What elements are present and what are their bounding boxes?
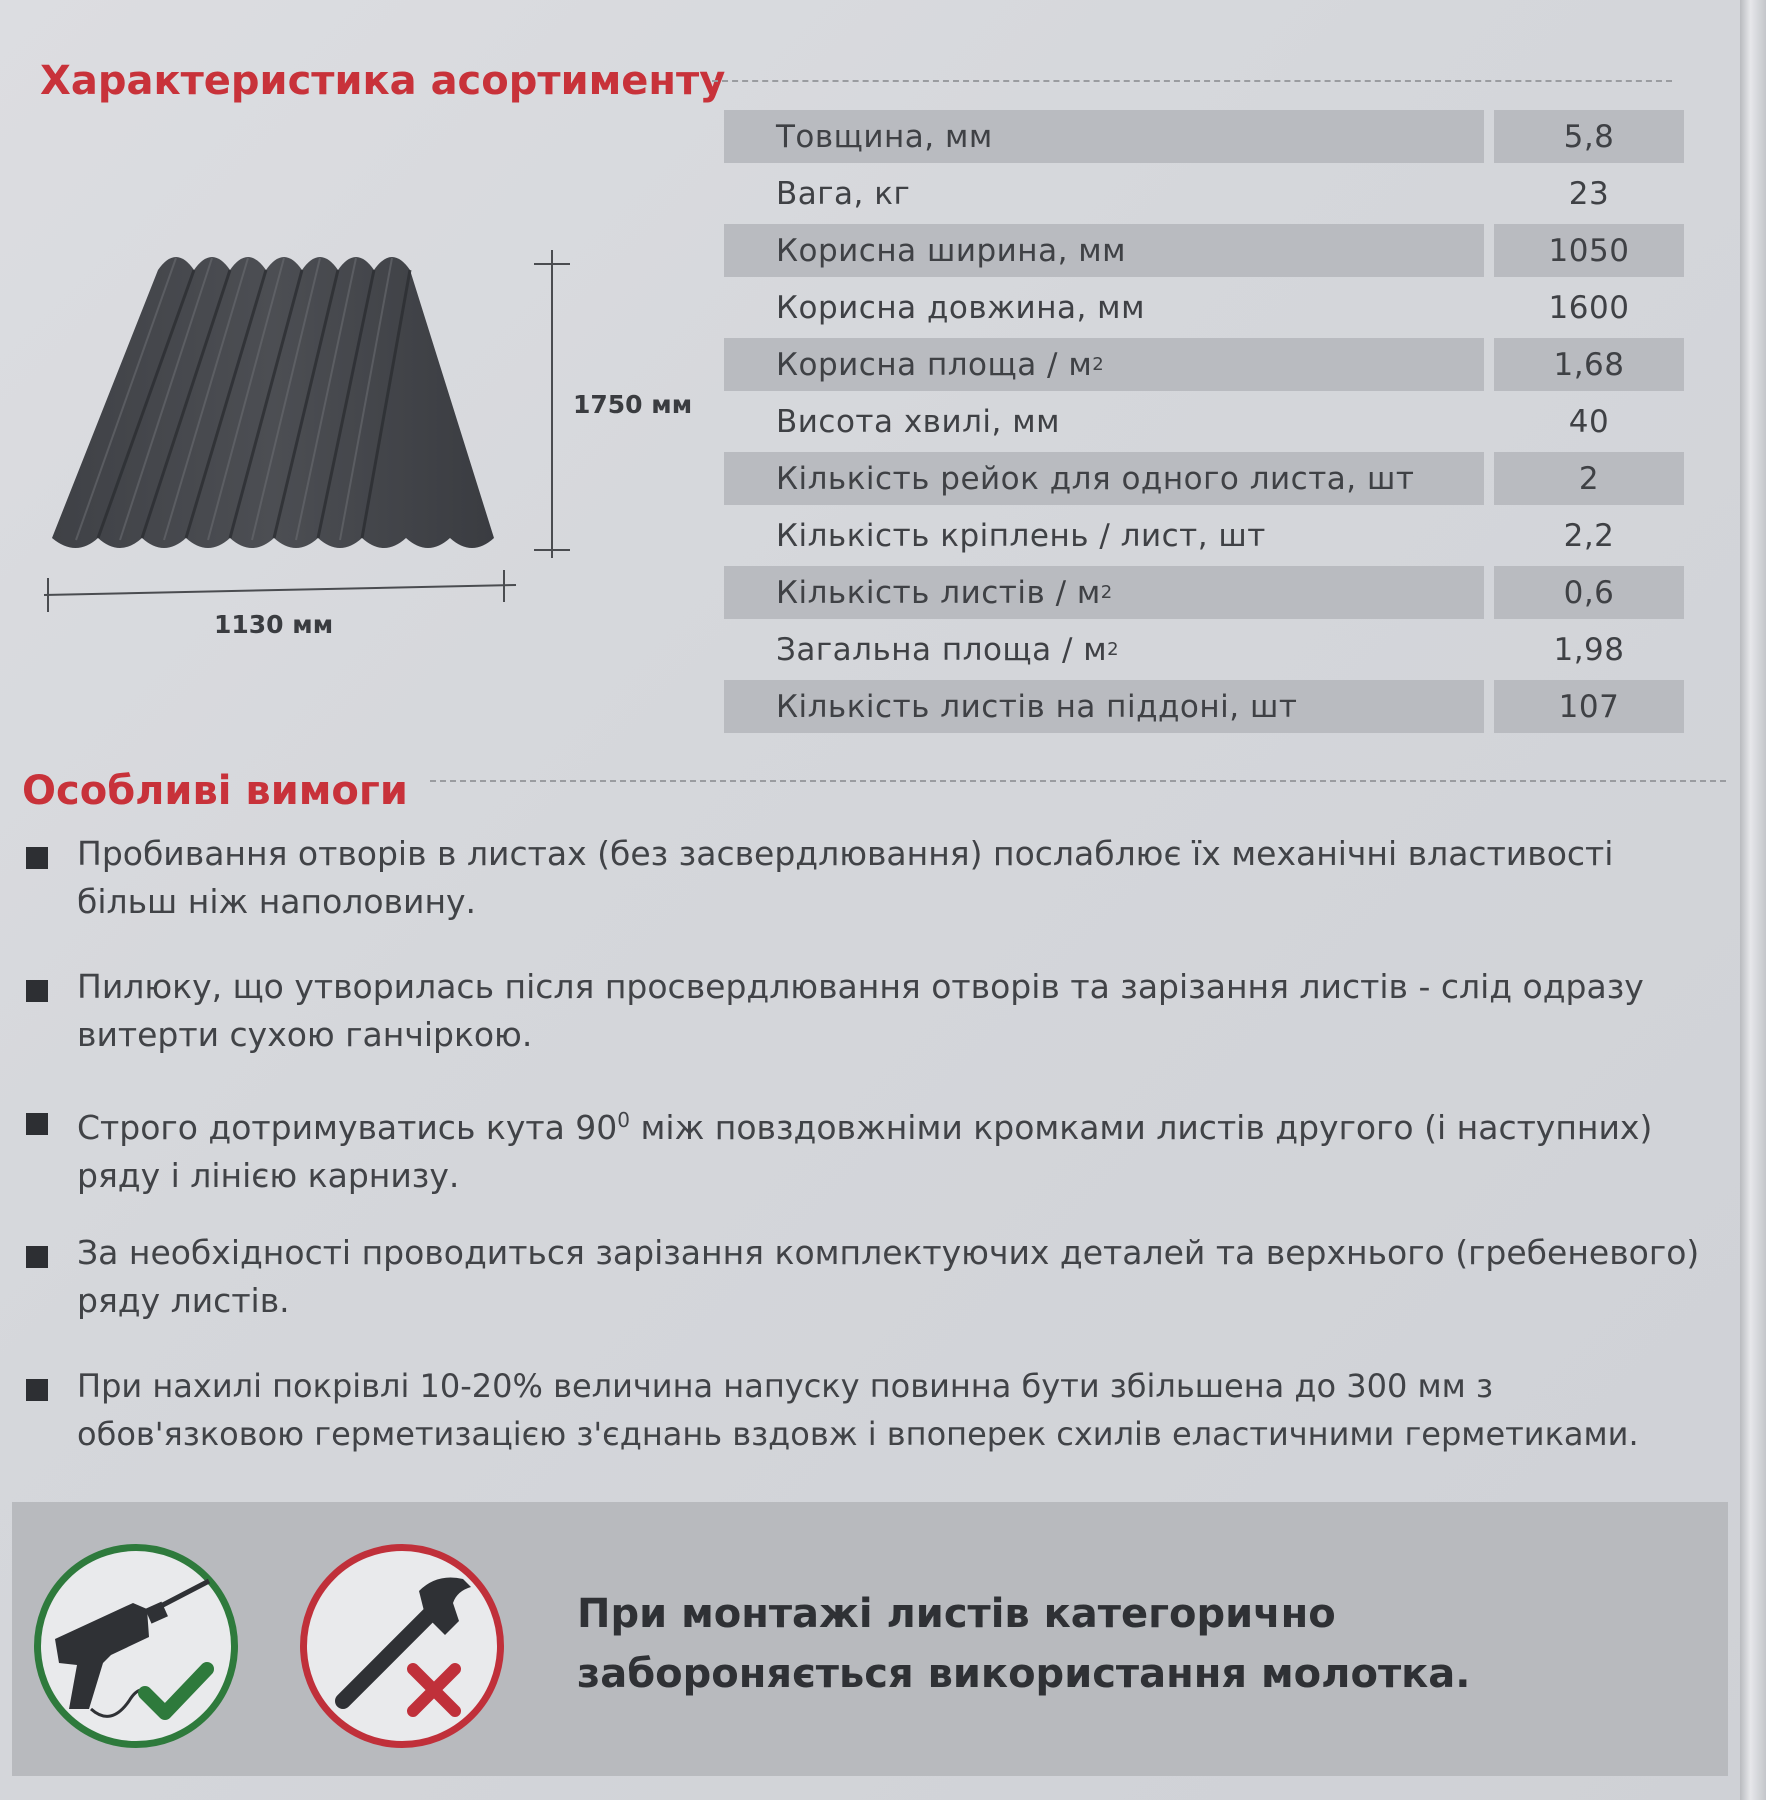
spec-value: 107 (1494, 680, 1684, 733)
list-item (22, 1096, 1722, 1229)
list-item (22, 1229, 1722, 1362)
requirement-text: Строго дотримуватись кута $90^0$ між повздовжніми кромками листів другого (і наступних) ряду і лінією карнизу. (77, 1108, 1653, 1195)
spec-value: 23 (1568, 175, 1610, 212)
spec-row-total-area (724, 621, 1714, 678)
corrugated-sheet-illustration (40, 240, 680, 640)
check-icon (41, 1551, 231, 1741)
spec-row-fasteners (724, 507, 1714, 564)
spec-label: Корисна площа / м 2 (724, 338, 1484, 391)
warning-banner (12, 1502, 1728, 1776)
drill-allowed-badge (34, 1544, 238, 1748)
spec-label: Вага, кг (776, 175, 911, 212)
spec-row-useful-area (724, 336, 1714, 393)
width-dimension-label: 1130 мм (214, 610, 334, 639)
spec-value: 40 (1568, 403, 1610, 440)
requirements-section-title: Особливі вимоги (22, 768, 408, 814)
width-dimension-line (44, 570, 516, 612)
list-item (22, 1362, 1722, 1495)
spec-row-sheets-per-m2 (724, 564, 1714, 621)
spec-label: Корисна довжина, мм (776, 289, 1145, 326)
cross-icon (307, 1551, 497, 1741)
spec-row-wave-height (724, 393, 1714, 450)
spec-label: Загальна площа / м 2 (776, 631, 1120, 668)
spec-value: 0,6 (1494, 566, 1684, 619)
square-bullet-icon (26, 1113, 48, 1135)
requirement-text: Пилюку, що утворилась після просвердлювання отворів та зарізання листів - слід одразу витерти сухою ганчіркою. (77, 967, 1644, 1054)
requirement-text: За необхідності проводиться зарізання комплектуючих деталей та верхнього (гребеневого) ряду листів. (77, 1233, 1700, 1320)
list-item (22, 963, 1722, 1096)
spec-value: 5,8 (1494, 110, 1684, 163)
spec-label: Товщина, мм (724, 110, 1484, 163)
spec-label: Кількість рейок для одного листа, шт (724, 452, 1484, 505)
specs-section-title: Характеристика асортименту (40, 58, 726, 104)
requirement-text: Пробивання отворів в листах (без засвердлювання) послаблює їх механічні властивості більш ніж наполовину. (77, 834, 1614, 921)
spec-value: 1050 (1494, 224, 1684, 277)
spec-label: Висота хвилі, мм (776, 403, 1061, 440)
requirements-list (22, 830, 1722, 1495)
spec-row-sheets-per-pallet (724, 678, 1714, 735)
square-bullet-icon (26, 1246, 48, 1268)
spec-value: 1,68 (1494, 338, 1684, 391)
hammer-forbidden-badge (300, 1544, 504, 1748)
spec-value: 1,98 (1553, 631, 1625, 668)
spec-row-battens (724, 450, 1714, 507)
requirement-text: При нахилі покрівлі 10-20% величина напуску повинна бути збільшена до 300 мм з обов'язковою герметизацією з'єднань вздовж і впоперек схилів еластичними герметиками. (77, 1367, 1639, 1453)
spec-label: Кількість листів / м 2 (724, 566, 1484, 619)
page-edge (1740, 0, 1766, 1800)
height-dimension-label: 1750 мм (573, 390, 693, 419)
list-item (22, 830, 1722, 963)
height-dimension-line (534, 250, 570, 558)
specs-title-divider (712, 80, 1672, 82)
spec-value: 2 (1494, 452, 1684, 505)
spec-row-useful-length (724, 279, 1714, 336)
spec-label: Корисна ширина, мм (724, 224, 1484, 277)
square-bullet-icon (26, 980, 48, 1002)
spec-row-weight (724, 165, 1714, 222)
spec-label: Кількість листів на піддоні, шт (724, 680, 1484, 733)
requirements-title-divider (430, 780, 1726, 782)
spec-row-thickness (724, 108, 1714, 165)
spec-value: 1600 (1548, 289, 1630, 326)
spec-label: Кількість кріплень / лист, шт (776, 517, 1266, 554)
square-bullet-icon (26, 847, 48, 869)
hammer-warning-text: При монтажі листів категорично забороняється використання молотка. (577, 1591, 1471, 1697)
square-bullet-icon (26, 1379, 48, 1401)
spec-value: 2,2 (1563, 517, 1615, 554)
specs-table (724, 108, 1714, 735)
spec-row-useful-width (724, 222, 1714, 279)
